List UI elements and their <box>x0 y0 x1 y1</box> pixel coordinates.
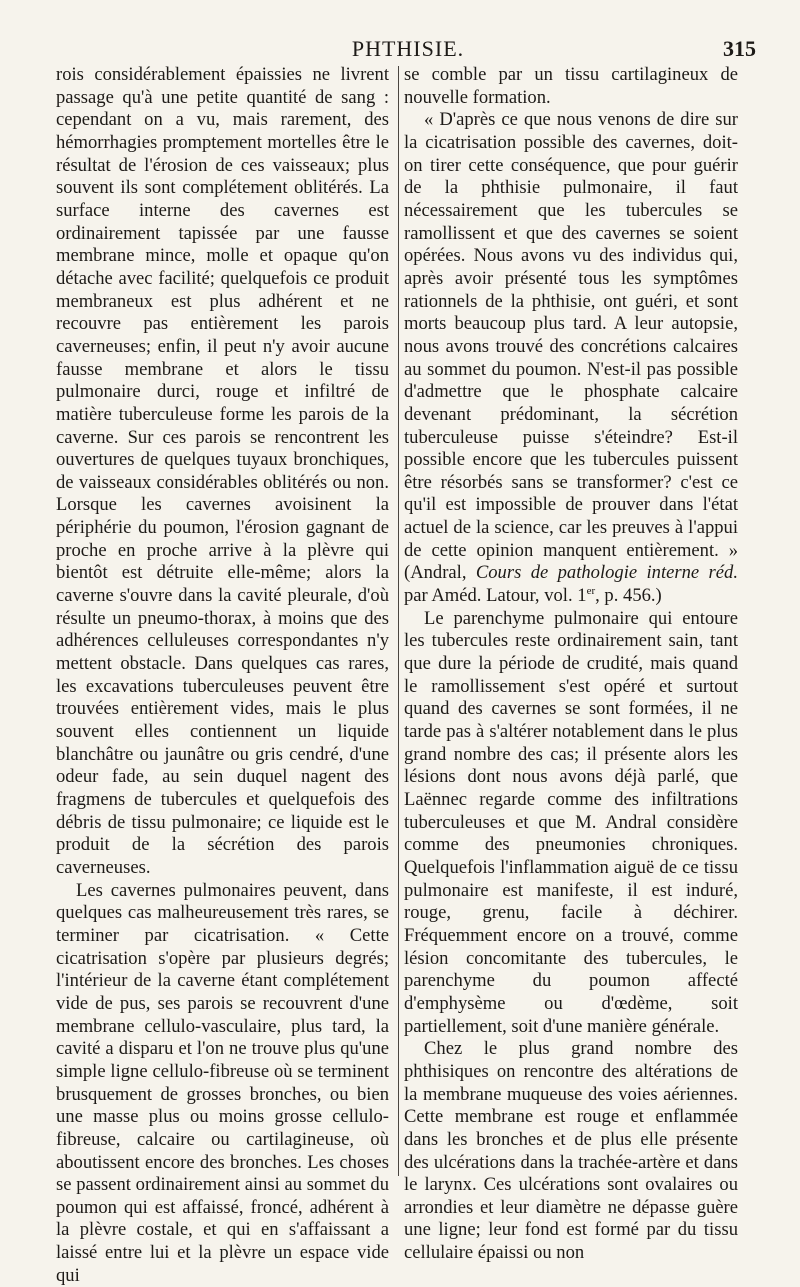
paragraph <box>404 109 738 607</box>
running-title: PHTHISIE. <box>351 36 465 61</box>
paragraph: rois considérablement épaissies ne livrent passage qu'à une petite quantité de sang : cependant on a vu, mais rarement, des hémorrhagies promptement mortelles être le résultat de l'érosion de ces vaisseaux; plus souvent ils sont complétement oblitérés. La surface interne des cavernes est ordinairement tapissée par une fausse membrane mince, molle et opaque qu'on détache avec facilité; quelquefois ce produit membraneux est plus adhérent et ne recouvre pas entièrement les parois caverneuses; enfin, il peut n'y avoir aucune fausse membrane et alors le tissu pulmonaire durci, rouge et infiltré de matière tuberculeuse forme les parois de la caverne. Sur ces parois se rencontrent les ouvertures de quelques tuyaux bronchiques, de vaisseaux considérables oblitérés ou non. Lorsque les cavernes avoisinent la périphérie du poumon, l'érosion gagnant de proche en proche arrive à la plèvre qui bientôt est détruite elle-même; alors la caverne s'ouvre dans la cavité pleurale, d'où résulte un pneumo-thorax, à moins que des adhérences celluleuses correspondantes n'y mettent obstacle. Dans quelques cas rares, les excavations tuberculeuses peuvent être trouvées entièrement vides, mais le plus souvent elles contiennent un liquide blanchâtre ou jaunâtre ou gris cendré, d'une odeur fade, au sein duquel nagent des fragmens de tubercules et quelquefois des débris de tissu pulmonaire; ce liquide est le produit de la sécrétion des parois caverneuses. <box>56 64 389 878</box>
paragraph: Chez le plus grand nombre des phthisiques on rencontre des altérations de la membrane muqueuse des voies aériennes. Cette membrane est rouge et enflammée dans les bronches et de plus elle présente des ulcérations dans la trachée-artère et dans le larynx. Ces ulcérations sont ovalaires ou arrondies et leur diamètre ne dépasse guère une ligne; leur fond est formé par du tissu cellulaire épaissi ou non <box>404 1038 738 1264</box>
citation-superscript: er <box>586 584 596 597</box>
paragraph: se comble par un tissu cartilagineux de nouvelle formation. <box>404 64 738 108</box>
left-column <box>56 64 389 1286</box>
paragraph: Les cavernes pulmonaires peuvent, dans quelques cas malheureusement très rares, se terminer par cicatrisation. « Cette cicatrisation s'opère par plusieurs degrés; l'intérieur de la caverne étant complétement vide de pus, ses parois se recouvrent d'une membrane cellulo-vasculaire, plus tard, la cavité a disparu et l'on ne trouve plus qu'une simple ligne cellulo-fibreuse où se terminent brusquement de grosses bronches, ou bien une masse plus ou moins grosse cellulo-fibreuse, calcaire ou cartilagineuse, où aboutissent encore des bronches. Les choses se passent ordinairement ainsi au sommet du poumon qui est affaissé, froncé, adhérent à la plèvre costale, et qui en s'affaissant a laissé entre lui et la plèvre un espace vide qui <box>56 879 389 1286</box>
running-header <box>56 34 760 64</box>
right-column <box>404 64 738 1264</box>
page-number: 315 <box>723 36 756 61</box>
citation-text: par Améd. Latour, vol. 1 <box>404 585 587 607</box>
column-divider <box>398 66 399 1176</box>
quote-text: « D'après ce que nous venons de dire sur la cicatrisation possible des cavernes, doit-on tirer cette conséquence, que pour guérir de la phthisie pulmonaire, il faut nécessairement que les tubercules se ramollissent et que des cavernes se soient opérées. Nous avons vu des individus qui, après avoir présenté tous les symptômes rationnels de la phthisie, ont guéri, et sont morts beaucoup plus tard. A leur autopsie, nous avons trouvé des concrétions calcaires au sommet du poumon. N'est-il pas possible d'admettre que le phosphate calcaire devenant prédominant, la sécrétion tuberculeuse puisse s'éteindre? Est-il possible encore que les tubercules puissent être résorbés sans se transformer? c'est ce qu'il est impossible de prouver dans l'état actuel de la science, car les preuves à l'appui de cette opinion manquent entièrement. » (Andral, <box>404 109 738 584</box>
citation-page: , p. 456.) <box>595 585 662 607</box>
paragraph: Le parenchyme pulmonaire qui entoure les tubercules reste ordinairement sain, tant que dure la période de crudité, mais quand le ramollissement s'est opéré et surtout quand des cavernes se sont formées, il ne tarde pas à s'altérer notablement dans le plus grand nombre des cas; il présente alors les lésions dont nous avons déjà parlé, que Laënnec regarde comme des infiltrations tuberculeuses et que M. Andral considère comme des pneumonies chroniques. Quelquefois l'inflammation aiguë de ce tissu pulmonaire est manifeste, il est induré, rouge, grenu, facile à déchirer. Fréquemment encore on a trouvé, comme lésion concomitante des tubercules, le parenchyme du poumon affecté d'emphysème ou d'œdème, soit partiellement, soit d'une manière générale. <box>404 607 738 1037</box>
citation-title: Cours de pathologie interne réd. <box>475 562 738 584</box>
